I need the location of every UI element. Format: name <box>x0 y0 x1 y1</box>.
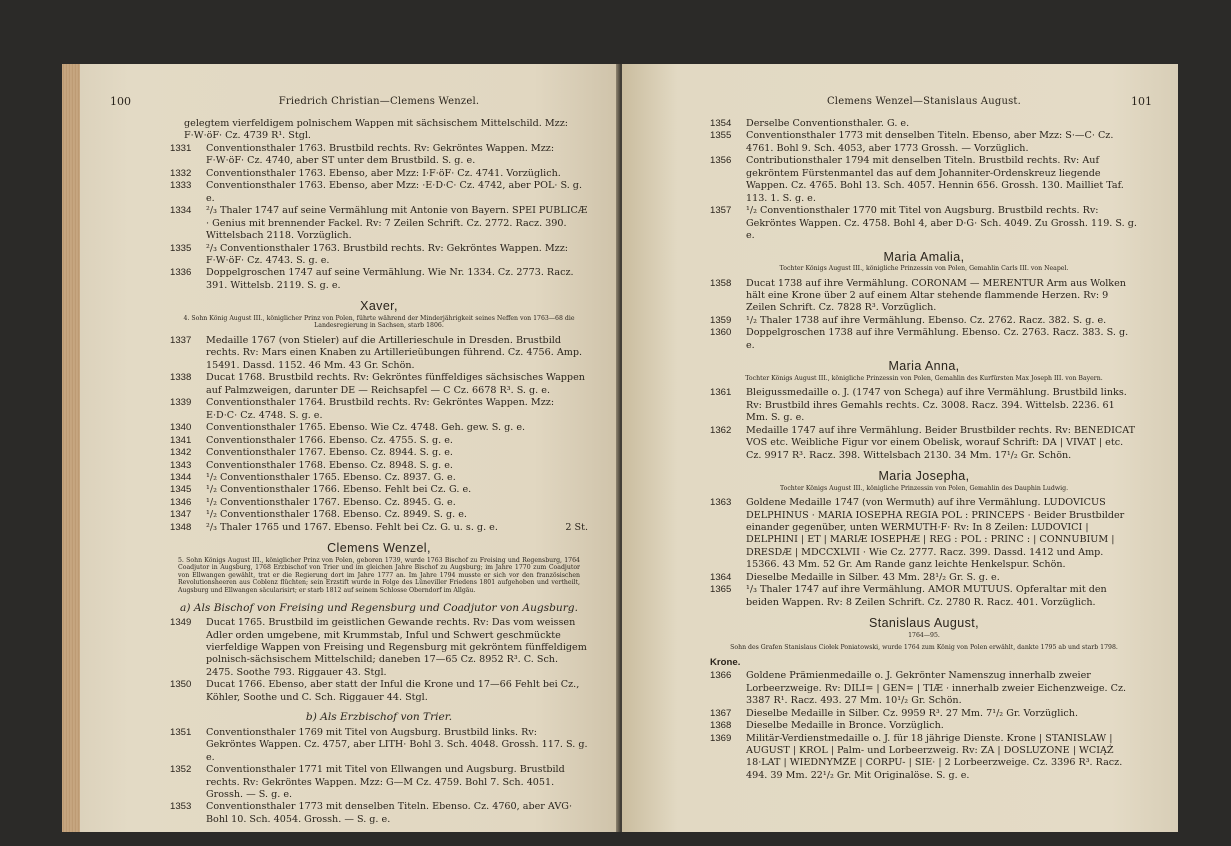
catalog-entry <box>710 497 1138 572</box>
catalog-entry <box>710 118 1138 130</box>
entry-number: 1345 <box>170 484 192 496</box>
catalog-entry <box>170 168 588 180</box>
catalog-entry <box>710 670 1138 707</box>
entry-list <box>170 335 588 534</box>
entry-number: 1333 <box>170 180 192 192</box>
catalog-entry <box>170 447 588 459</box>
entry-number: 1337 <box>170 334 192 346</box>
entry-number: 1331 <box>170 142 192 154</box>
entry-text: Doppelgroschen 1747 auf seine Vermählung. Wie Nr. 1334. Cz. 2773. Racz. 391. Wittelsb. 2119. S. g. e. <box>206 267 574 291</box>
entry-number: 1341 <box>170 434 192 446</box>
entry-number: 1361 <box>710 387 732 399</box>
entry-list <box>170 727 588 827</box>
subsection-heading-erzbischof: b) Als Erzbischof von Trier. <box>305 711 453 724</box>
entry-text: ¹/₂ Thaler 1738 auf ihre Vermählung. Ebenso. Cz. 2762. Racz. 382. S. g. e. <box>746 314 1107 326</box>
catalog-entry <box>710 315 1138 327</box>
entry-count: 2 St. <box>565 521 588 533</box>
entry-text: ²/₃ Conventionsthaler 1763. Brustbild rechts. Rv: Gekröntes Wappen. Mzz: F·W·öF· Cz. 4743. S. g. e. <box>206 242 569 266</box>
entry-text: ¹/₂ Conventionsthaler 1767. Ebenso. Cz. 8945. G. e. <box>206 496 456 508</box>
catalog-entry <box>170 180 588 205</box>
entry-number: 1336 <box>170 267 192 279</box>
entry-number: 1358 <box>710 277 732 289</box>
entry-number: 1351 <box>170 726 192 738</box>
section-note-josepha: Tochter Königs August III., königliche Prinzessin von Polen, Gemahlin des Dauphin Ludwig. <box>779 484 1069 492</box>
catalog-entry <box>170 205 588 242</box>
catalog-entry <box>710 720 1138 732</box>
running-title: Clemens Wenzel—Stanislaus August. <box>826 96 1022 107</box>
catalog-entry <box>170 764 588 801</box>
catalog-entry <box>710 387 1138 424</box>
catalog-entry <box>710 572 1138 584</box>
entry-text: ²/₃ Thaler 1747 auf seine Vermählung mit Antonie von Bayern. SPEI PUBLICÆ · Genius mit brennender Fackel. Rv: 7 Zeilen Schrift. Cz. 2772. Racz. 390. Wittelsbach 2118. Vorzüglich. <box>206 205 588 242</box>
entry-text: Medaille 1747 auf ihre Vermählung. Beider Brustbilder rechts. Rv: BENEDICAT VOS etc. Weibliche Figur vor einem Obelisk, worauf Schrift: DA | VIVAT | etc. Cz. 9917 R³. Racz. 398. Wittelsbach 2130. 34 Mm. 17¹/₂ Gr. Schön. <box>746 424 1136 461</box>
entry-number: 1359 <box>710 314 732 326</box>
page-number: 101 <box>1131 95 1152 108</box>
catalog-entry <box>170 143 588 168</box>
section-heading-clemens: Clemens Wenzel, <box>327 541 431 556</box>
entry-number: 1338 <box>170 372 192 384</box>
entry-number: 1369 <box>710 732 732 744</box>
entry-text: Goldene Prämienmedaille o. J. Gekrönter Namenszug innerhalb zweier Lorbeerzweige. Rv: DILI= | GEN= | TIÆ · innerhalb zweier Eichenzweige. Cz. 3387 R¹. Racz. 493. 27 Mm. 10¹/₂ Gr. Schön. <box>746 670 1127 707</box>
catalog-entry <box>170 397 588 422</box>
running-header <box>710 95 1152 118</box>
entry-text: Doppelgroschen 1738 auf ihre Vermählung. Ebenso. Cz. 2763. Racz. 383. S. g. e. <box>746 327 1129 351</box>
entry-list <box>710 387 1138 462</box>
entry-text: ¹/₃ Thaler 1747 auf ihre Vermählung. AMOR MUTUUS. Opferaltar mit den beiden Wappen. Rv: 8 Zeilen Schrift. Cz. 2780 R. Racz. 401. Vorzüglich. <box>746 584 1107 608</box>
entry-text: Conventionsthaler 1769 mit Titel von Augsburg. Brustbild links. Rv: Gekröntes Wappen. Cz. 4757, aber LITH· Bohl 3. Sch. 4048. Grossh. 117. S. g. e. <box>206 726 588 763</box>
entry-number: 1362 <box>710 424 732 436</box>
running-title: Friedrich Christian—Clemens Wenzel. <box>278 96 480 107</box>
section-heading-amalia: Maria Amalia, <box>883 249 965 264</box>
entry-list <box>170 617 588 704</box>
page-edge <box>62 64 80 832</box>
entry-text: Conventionsthaler 1764. Brustbild rechts. Rv: Gekröntes Wappen. Mzz: E·D·C· Cz. 4748. S. g. e. <box>206 397 555 421</box>
entry-text: Ducat 1766. Ebenso, aber statt der Inful die Krone und 17—66 Fehlt bei Cz., Köhler, Soothe und C. Sch. Riggauer 44. Stgl. <box>206 679 580 703</box>
catalog-entry <box>710 278 1138 315</box>
entry-list <box>170 143 588 292</box>
entry-number: 1339 <box>170 397 192 409</box>
catalog-entry <box>170 372 588 397</box>
entry-number: 1365 <box>710 584 732 596</box>
left-page-content <box>110 95 588 826</box>
entry-text: ¹/₂ Conventionsthaler 1768. Ebenso. Cz. 8949. S. g. e. <box>206 509 467 521</box>
catalog-entry <box>170 484 588 496</box>
catalog-entry <box>710 205 1138 242</box>
entry-text: Dieselbe Medaille in Silber. 43 Mm. 28¹/₂ Gr. S. g. e. <box>746 571 1000 583</box>
entry-text: Conventionsthaler 1763. Brustbild rechts. Rv: Gekröntes Wappen. Mzz: F·W·öF· Cz. 4740, aber ST unter dem Brustbild. S. g. e. <box>206 142 555 167</box>
catalog-entry <box>170 243 588 268</box>
entry-text: Conventionsthaler 1763. Ebenso, aber Mzz: I·F·öF· Cz. 4741. Vorzüglich. <box>206 167 561 179</box>
left-page <box>62 64 618 832</box>
catalog-entry <box>170 522 588 534</box>
entry-number: 1353 <box>170 801 192 813</box>
entry-number: 1367 <box>710 707 732 719</box>
catalog-entry <box>710 155 1138 205</box>
entry-text: Contributionsthaler 1794 mit denselben Titeln. Brustbild rechts. Rv: Auf gekröntem Fürstenmantel das auf dem Johanniter-Ordenskreuz liegende Wappen. Cz. 4765. Bohl 13. Sch. 4057. Hennin 656. Grossh. 130. Mailliet Taf. 113. 1. S. g. e. <box>746 155 1124 204</box>
entry-number: 1335 <box>170 242 192 254</box>
section-heading-josepha: Maria Josepha, <box>878 469 970 484</box>
section-note-clemens: 5. Sohn Königs August III., königlicher Prinz von Polen, geboren 1739, wurde 1763 Bischof zu Freising und Regensburg, 1764 Coadjutor in Augsburg, 1768 Erzbischof von Trier und im gleichen Jahre Bischof zu Augsburg; im Jahre 1770 zum Coadjutor von Ellwangen gewählt, trat er die Regierung dort im Jahre 1777 an. Im Jahre 1794 musste er sich vor den französischen Revolutionsheeren aus Coblenz flüchten; sein Erzstift wurde in Folge des Lüneviller Friedens 1801 aufgehoben und vertheilt, Augsburg und Ellwangen säcularisirt; er starb 1812 auf seinem Schlosse Oberndorf im Allgäu. <box>178 556 580 595</box>
entry-list <box>710 497 1138 609</box>
catalog-entry <box>170 472 588 484</box>
section-note-stanislaus: Sohn des Grafen Stanislaus Ciołek Poniatowski, wurde 1764 zum König von Polen erwählt, dankte 1795 ab und starb 1798. <box>730 644 1118 652</box>
entry-text: Ducat 1738 auf ihre Vermählung. CORONAM — MERENTUR Arm aus Wolken hält eine Krone über 2 auf einem Altar stehende flammende Herzen. Rv: 9 Zeilen Schrift. Cz. 7828 R³. Vorzüglich. <box>746 277 1126 314</box>
entry-text: Derselbe Conventionsthaler. G. e. <box>746 118 910 129</box>
entry-text: Conventionsthaler 1768. Ebenso. Cz. 8948. S. g. e. <box>206 459 453 471</box>
entry-number: 1357 <box>710 205 732 217</box>
entry-text: Dieselbe Medaille in Silber. Cz. 9959 R³. 27 Mm. 7¹/₂ Gr. Vorzüglich. <box>746 707 1079 719</box>
catalog-entry <box>170 679 588 704</box>
entry-text: ¹/₂ Conventionsthaler 1765. Ebenso. Cz. 8937. G. e. <box>206 471 456 483</box>
entry-text: Bleigussmedaille o. J. (1747 von Schega) auf ihre Vermählung. Brustbild links. Rv: Brustbild ihres Gemahls rechts. Cz. 3008. Racz. 394. Wittelsb. 2236. 61 Mm. S. g. e. <box>746 387 1127 424</box>
entry-list <box>710 118 1138 243</box>
catalog-entry <box>710 130 1138 155</box>
entry-text: Medaille 1767 (von Stieler) auf die Artillerieschule in Dresden. Brustbild rechts. Rv: Mars einen Knaben zu Artillerieübungen führend. Cz. 4756. Amp. 15491. Dassd. 1152. 46 Mm. 43 Gr. Schön. <box>206 334 583 371</box>
section-note-anna: Tochter Königs August III., königliche Prinzessin von Polen, Gemahlin des Kurfürsten Max Joseph III. von Bayern. <box>745 374 1103 382</box>
entry-number: 1349 <box>170 617 192 629</box>
right-page-content <box>710 95 1152 782</box>
entry-text: Conventionsthaler 1766. Ebenso. Cz. 4755. S. g. e. <box>206 434 453 446</box>
entry-text: Ducat 1768. Brustbild rechts. Rv: Gekröntes fünffeldiges sächsisches Wappen auf Palmzweigen, darunter DE — Reichsapfel — C Cz. 6678 R³. S. g. e. <box>206 372 585 396</box>
entry-number: 1346 <box>170 496 192 508</box>
entry-text: Militär-Verdienstmedaille o. J. für 18 jährige Dienste. Krone | STANISLAW | AUGUST | KROL | Palm- und Lorbeerzweig. Rv: ZA | DOSLUZONE | WCIĄŻ 18·LAT | WIEDNYMZE | CORPU- | SIE· | 2 Lorbeerzweige. Cz. 3396 R³. Racz. 494. 39 Mm. 22¹/₂ Gr. Mit Originalöse. S. g. e. <box>746 732 1123 781</box>
entry-text: Conventionsthaler 1771 mit Titel von Ellwangen und Augsburg. Brustbild rechts. Rv: Gekröntes Wappen. Mzz: G—M Cz. 4759. Bohl 7. Sch. 4051. Grossh. — S. g. e. <box>206 764 565 800</box>
entry-number: 1340 <box>170 422 192 434</box>
section-heading-anna: Maria Anna, <box>888 359 960 374</box>
entry-text: Conventionsthaler 1765. Ebenso. Wie Cz. 4748. Geh. gew. S. g. e. <box>206 422 526 434</box>
entry-number: 1343 <box>170 459 192 471</box>
entry-number: 1356 <box>710 155 732 167</box>
section-heading-stanislaus: Stanislaus August, <box>868 616 980 631</box>
entry-number: 1344 <box>170 471 192 483</box>
entry-number: 1360 <box>710 327 732 339</box>
entry-list <box>710 278 1138 353</box>
catalog-entry <box>170 335 588 372</box>
subsection-heading-krone: Krone. <box>710 656 741 668</box>
catalog-entry <box>170 617 588 679</box>
entry-number: 1352 <box>170 764 192 776</box>
entry-text: Dieselbe Medaille in Bronce. Vorzüglich. <box>746 720 944 732</box>
running-header <box>110 95 588 118</box>
catalog-entry <box>170 727 588 764</box>
catalog-entry <box>170 460 588 472</box>
entry-number: 1347 <box>170 509 192 521</box>
entry-text: Goldene Medaille 1747 (von Wermuth) auf ihre Vermählung. LUDOVICUS DELPHINUS · MARIA IOSEPHA REGIA POL : PRINCEPS · Beider Brustbilder einander gegenüber, unten WERMUTH·F· Rv: In 8 Zeilen: LUDOVICI | DELPHINI | ET | MARIÆ IOSEPHÆ | REG : POL : PRINC : | CONNUBIUM | DRESDÆ | MDCCXLVII · Wie Cz. 2777. Racz. 399. Dassd. 1412 und Amp. 15366. 43 Mm. 52 Gr. Am Rande ganz leichte Henkelspur. Schön. <box>746 497 1125 571</box>
section-heading-xaver: Xaver, <box>360 299 398 314</box>
entry-text: ¹/₂ Conventionsthaler 1770 mit Titel von Augsburg. Brustbild rechts. Rv: Gekröntes Wappen. Cz. 4758. Bohl 4, aber D·G· Sch. 4049. Zu Grossh. 119. S. g. e. <box>746 205 1137 242</box>
section-note-xaver: 4. Sohn König August III., königlicher Prinz von Polen, führte während der Minderjährigkeit seines Neffen von 1763—68 die Landesregierung in Sachsen, starb 1806. <box>183 314 575 330</box>
catalog-entry <box>710 425 1138 462</box>
book-spread <box>62 64 1178 832</box>
entry-list <box>710 670 1138 782</box>
catalog-entry <box>170 497 588 509</box>
entry-number: 1364 <box>710 571 732 583</box>
catalog-entry <box>170 422 588 434</box>
section-years-stanislaus: 1764—95. <box>908 631 940 639</box>
catalog-entry <box>170 509 588 521</box>
subsection-heading-bischof: a) Als Bischof von Freising und Regensburg und Coadjutor von Augsburg. <box>180 601 578 614</box>
entry-text: Conventionsthaler 1767. Ebenso. Cz. 8944. S. g. e. <box>206 447 453 459</box>
right-page <box>622 64 1178 832</box>
entry-number: 1334 <box>170 205 192 217</box>
entry-number: 1342 <box>170 447 192 459</box>
entry-number: 1355 <box>710 130 732 142</box>
entry-number: 1368 <box>710 720 732 732</box>
entry-number: 1350 <box>170 679 192 691</box>
entry-number: 1348 <box>170 521 192 533</box>
entry-text: Conventionsthaler 1773 mit denselben Titeln. Ebenso. Cz. 4760, aber AVG· Bohl 10. Sch. 4054. Grossh. — S. g. e. <box>206 801 573 825</box>
catalog-entry <box>710 584 1138 609</box>
entry-number: 1332 <box>170 167 192 179</box>
entry-text: Ducat 1765. Brustbild im geistlichen Gewande rechts. Rv: Das vom weissen Adler orden umgebene, mit Krummstab, Inful und Schwert geschmückte vierfeldige Wappen von Freising und Regensburg mit gekröntem fünffeldigem polnisch-sächsischem Mittelschild; daneben 17—65 Cz. 8952 R³. C. Sch. 2475. Soothe 793. Riggauer 43. Stgl. <box>206 617 587 678</box>
section-note-amalia: Tochter Königs August III., königliche Prinzessin von Polen, Gemahlin Carls III. von Neapel. <box>779 264 1069 272</box>
catalog-entry <box>710 327 1138 352</box>
catalog-entry <box>170 801 588 826</box>
entry-text: Conventionsthaler 1763. Ebenso, aber Mzz: ·E·D·C· Cz. 4742, aber POL· S. g. e. <box>206 180 582 204</box>
entry-number: 1354 <box>710 118 732 129</box>
catalog-entry <box>710 733 1138 783</box>
entry-text: Conventionsthaler 1773 mit denselben Titeln. Ebenso, aber Mzz: S·—C· Cz. 4761. Bohl 9. Sch. 4053, aber 1773 Grossh. — Vorzüglich. <box>746 130 1114 154</box>
entry-text: ²/₃ Thaler 1765 und 1767. Ebenso. Fehlt bei Cz. G. u. s. g. e. <box>206 521 498 533</box>
catalog-entry <box>170 435 588 447</box>
page-number: 100 <box>110 95 131 108</box>
entry-text: ¹/₂ Conventionsthaler 1766. Ebenso. Fehlt bei Cz. G. e. <box>206 484 472 496</box>
entry-number: 1363 <box>710 497 732 509</box>
catalog-entry <box>710 708 1138 720</box>
intro-text: gelegtem vierfeldigem polnischem Wappen mit sächsischem Mittelschild. Mzz: F·W·öF· Cz. 4739 R¹. Stgl. <box>184 118 568 142</box>
entry-number: 1366 <box>710 670 732 682</box>
catalog-entry <box>170 267 588 292</box>
